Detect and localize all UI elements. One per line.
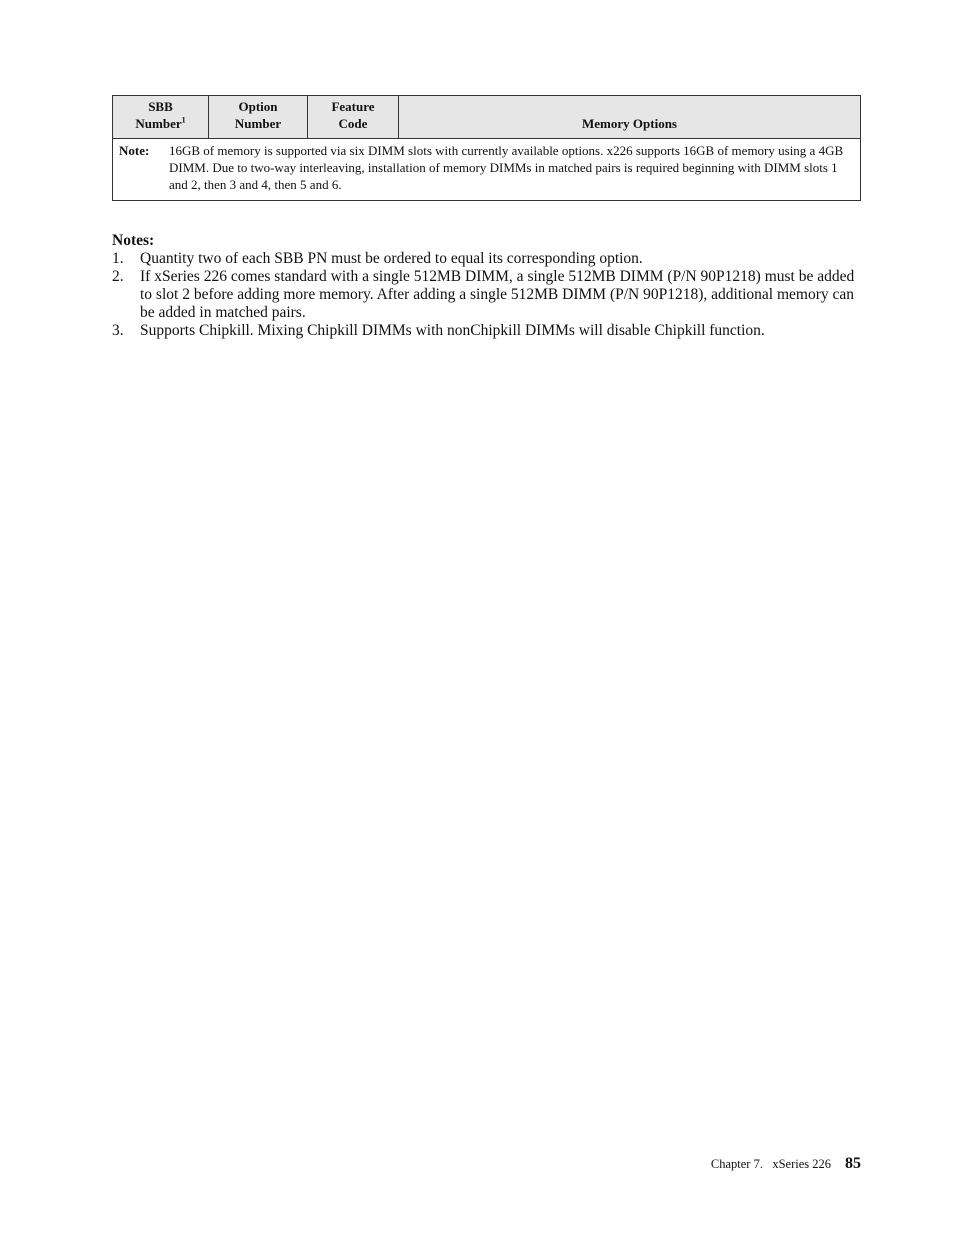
header-row bbox=[113, 96, 861, 139]
header-memory-options: Memory Options bbox=[399, 96, 861, 139]
list-item-number: 3. bbox=[112, 322, 124, 339]
table-body bbox=[113, 139, 861, 201]
note-cell bbox=[113, 139, 861, 201]
list-item-text: If xSeries 226 comes standard with a single 512MB DIMM, a single 512MB DIMM (P/N 90P1218) must be added to slot 2 before adding more memory. After adding a single 512MB DIMM (P/N 90P1218), additional memory can be added in matched pairs. bbox=[140, 268, 855, 321]
notes-section bbox=[112, 232, 862, 340]
table-header bbox=[113, 96, 861, 139]
note-text: 16GB of memory is supported via six DIMM slots with currently available options. x226 supports 16GB of memory using a 4GB DIMM. Due to two-way interleaving, installation of memory DIMMs in matched pairs is required beginning with DIMM slots 1 and 2, then 3 and 4, then 5 and 6. bbox=[169, 143, 844, 192]
memory-options-table bbox=[112, 95, 861, 201]
header-option-number bbox=[209, 96, 308, 139]
notes-list bbox=[112, 250, 862, 340]
footer-chapter: Chapter 7. xSeries 226 bbox=[710, 1157, 831, 1171]
header-feature-line1: Feature bbox=[331, 99, 375, 114]
table-row bbox=[113, 139, 861, 201]
header-sbb-footnote: 1 bbox=[181, 115, 186, 125]
list-item-number: 1. bbox=[112, 250, 124, 267]
note-label: Note: bbox=[119, 143, 150, 158]
notes-heading: Notes: bbox=[112, 232, 155, 249]
page-number: 85 bbox=[845, 1155, 861, 1172]
header-sbb-line2: Number bbox=[135, 116, 182, 131]
header-sbb-number bbox=[113, 96, 209, 139]
header-feature-line2: Code bbox=[338, 116, 368, 131]
header-option-line2: Number bbox=[234, 116, 282, 131]
list-item-text: Supports Chipkill. Mixing Chipkill DIMMs with nonChipkill DIMMs will disable Chipkill function. bbox=[140, 322, 765, 339]
list-item-number: 2. bbox=[112, 268, 124, 285]
header-option-line1: Option bbox=[238, 99, 278, 114]
list-item bbox=[112, 268, 862, 322]
note-row bbox=[119, 142, 854, 193]
list-item bbox=[112, 322, 862, 340]
header-feature-code bbox=[308, 96, 399, 139]
header-sbb-line1: SBB bbox=[148, 99, 173, 114]
page-footer bbox=[711, 1155, 861, 1173]
list-item-text: Quantity two of each SBB PN must be ordered to equal its corresponding option. bbox=[140, 250, 643, 267]
list-item bbox=[112, 250, 862, 268]
